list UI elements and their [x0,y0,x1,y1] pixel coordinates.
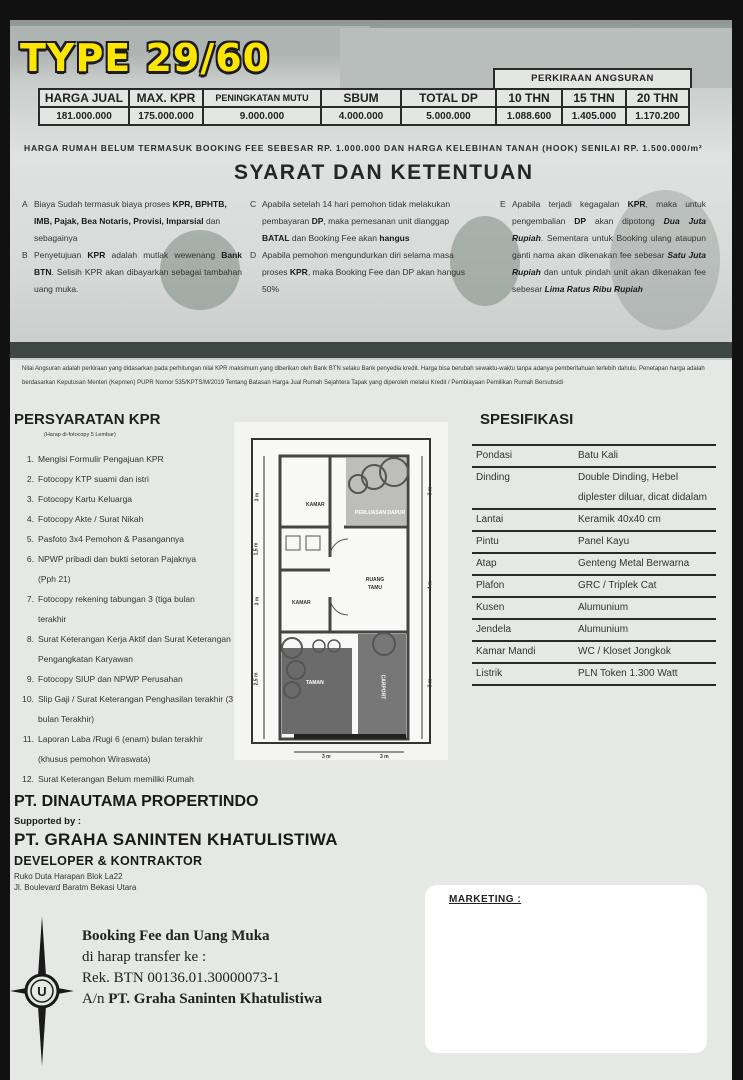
item-text: Penyetujuan [34,250,88,260]
item-number: 3. [26,494,34,504]
item-text: dan untuk pindah unit akan dikenakan fee sebesar [512,267,706,294]
item-letter: D [250,250,257,260]
address-line: Jl. Boulevard Baratm Bekasi Utara [14,883,137,892]
kpr-item [14,469,244,489]
spec-key: Kusen [472,597,576,619]
dim-left-3: 3 m [254,596,261,606]
kpr-item [14,629,232,669]
item-text: Apabila pemohon mengundurkan diri selama masa proses [262,250,454,277]
room-label-taman: TAMAN [306,680,324,686]
item-number: 12. [22,774,34,784]
col-harga-jual: HARGA JUAL [39,89,129,107]
col-max-kpr: MAX. KPR [129,89,203,107]
item-text: Apabila setelah 14 hari pemohon tidak melakukan pembayaran [262,199,451,226]
spec-key: Listrik [472,663,576,685]
syarat-item-c [250,196,472,247]
spec-key: Atap [472,553,576,575]
company-address [14,871,136,893]
spec-value: PLN Token 1.300 Watt [576,663,716,685]
item-letter: A [22,199,28,209]
item-text: Fotocopy Akte / Surat Nikah [38,514,144,524]
brochure-sheet [10,20,732,1080]
item-text: , maka pemesanan unit dianggap [323,216,450,226]
kpr-subtitle: (Harap di-fotocopy 5 Lembar) [44,432,116,438]
dim-right-1: 3 m [427,486,434,496]
spec-row [472,467,716,488]
dim-right-2: 4 m [427,580,434,590]
kpr-item [14,689,236,729]
address-line: Ruko Duta Harapan Blok La22 [14,872,123,881]
dim-right-3: 3 m [427,678,434,688]
syarat-item-e [500,196,706,298]
compass-logo-icon [10,916,74,1066]
item-bold: KPR, BPHTB, IMB, Pajak, Bea Notaris, Provisi, Imparsial [34,199,227,226]
item-bold: KPR [289,267,308,277]
col-peningkatan-mutu: PENINGKATAN MUTU [203,89,321,107]
spec-row [472,445,716,467]
marketing-label: MARKETING : [449,894,522,905]
spec-row [472,553,716,575]
val-10-thn: 1.088.600 [496,107,562,125]
spec-key: Kamar Mandi [472,641,576,663]
col-15-thn: 15 THN [562,89,626,107]
item-text: . Sementara untuk Booking ulang ataupun ganti nama akan dikenakan fee sebesar [512,233,706,260]
price-note: HARGA RUMAH BELUM TERMASUK BOOKING FEE SEBESAR RP. 1.000.000 DAN HARGA KELEBIHAN TANAH (HOOK) SENILAI RP. 1.500.000/m² [24,143,703,153]
kpr-item [14,729,218,769]
spec-title: SPESIFIKASI [480,411,574,428]
spec-table [472,444,716,686]
item-text: Fotocopy SIUP dan NPWP Perusahan [38,674,183,684]
disclaimer-text: Nilai Angsuran adalah perkiraan yang didasarkan pada perhitungan nilai KPR maksimum yang diberikan oleh Bank BTN selaku Bank penyedia kredit. Harga bisa berubah sewaktu-waktu tanpa adanya pemberitahuan terlebih dahulu. Penetapan harga adalah berdasarkan Keputusan Menteri (Kepmen) PUPR Nomor 535/KPTS/M/2019 Tentang Batasan Harga Jual Rumah Sejahtera Tapak yang diperoleh melalui Kredit / Pembiayaan Pemilikan Rumah Bersubsidi [22,366,705,386]
kpr-item [14,509,244,529]
spec-key: Dinding [472,467,576,488]
dim-left-2: 1,5 m [253,542,260,556]
type-title: TYPE 29/60 [20,36,271,80]
item-bold: Dua Juta Rupiah [512,216,706,243]
spec-row [472,531,716,553]
item-bold: hangus [379,233,410,243]
room-label-carport: CARPORT [379,674,386,700]
spec-value: Alumunium [576,597,716,619]
angsuran-header: PERKIRAAN ANGSURAN [493,68,692,88]
syarat-item-d [250,247,472,298]
syarat-column-e [500,196,706,298]
dim-left-4: 2,5 m [253,672,260,686]
item-text: NPWP pribadi dan bukti setoran Pajaknya (Pph 21) [38,554,197,584]
item-letter: E [500,199,506,209]
col-sbum: SBUM [321,89,401,107]
kpr-list [14,449,244,789]
spec-value: Keramik 40x40 cm [576,509,716,531]
item-number: 2. [26,474,34,484]
room-label-kamar-2: KAMAR [292,600,311,606]
booking-info [82,926,322,1010]
item-text: Slip Gaji / Surat Keterangan Penghasilan terakhir (3 bulan Terakhir) [38,694,234,724]
spec-value: Alumunium [576,619,716,641]
dim-bottom-right: 3 m [380,754,389,760]
spec-key: Pondasi [472,445,576,467]
kpr-item [14,449,244,469]
syarat-column-a [22,196,242,298]
item-bold: DP [311,216,324,226]
syarat-item-a [22,196,242,247]
val-20-thn: 1.170.200 [626,107,689,125]
spec-row-continued [472,488,716,509]
item-bold: Satu Juta Rupiah [512,250,706,277]
support-company-name: PT. GRAHA SANINTEN KHATULISTIWA [14,830,338,849]
floor-plan [234,422,448,760]
spec-value: Genteng Metal Berwarna [576,553,716,575]
spec-key: Pintu [472,531,576,553]
item-text: , maka untuk pengembalian [512,199,706,226]
item-number: 1. [26,454,34,464]
kpr-item [14,589,210,629]
item-text: Fotocopy rekening tabungan 3 (tiga bulan terakhir [38,594,195,624]
item-text: Biaya Sudah termasuk biaya proses [34,199,173,209]
item-text: Fotocopy KTP suami dan istri [38,474,149,484]
account-prefix: A/n [82,991,109,1007]
item-text: Surat Keterangan Belum memiliki Rumah [38,774,194,784]
floor-plan-drawing [234,422,448,760]
room-label-ruang-tamu: RUANG TAMU [365,577,385,591]
item-bold: Bank BTN [34,250,242,277]
room-label-kamar-1: KAMAR [306,502,325,508]
spec-value: Panel Kayu [576,531,716,553]
spec-row [472,597,716,619]
item-number: 11. [22,734,34,744]
val-sbum: 4.000.000 [321,107,401,125]
item-text: Apabila terjadi kegagalan [512,199,628,209]
spec-value: Batu Kali [576,445,716,467]
item-text: Mengisi Formulir Pengajuan KPR [38,454,164,464]
item-text: Pasfoto 3x4 Pemohon & Pasangannya [38,534,185,544]
item-text: dan sebagainya [34,216,221,243]
val-15-thn: 1.405.000 [562,107,626,125]
val-harga-jual: 181.000.000 [39,107,129,125]
syarat-column-c [250,196,472,298]
spec-key: Jendela [472,619,576,641]
kpr-item [14,769,254,789]
item-text: akan dipotong [586,216,664,226]
item-number: 5. [26,534,34,544]
kpr-item [14,529,244,549]
bank-account: Rek. BTN 00136.01.30000073-1 [82,970,280,986]
kpr-item [14,489,244,509]
item-number: 9. [26,674,34,684]
item-bold: KPR [87,250,106,260]
item-number: 7. [26,594,34,604]
spec-row [472,509,716,531]
item-text: dan Booking Fee akan [289,233,380,243]
val-max-kpr: 175.000.000 [129,107,203,125]
dim-bottom-left: 3 m [322,754,331,760]
dim-left-1: 3 m [254,492,261,502]
spec-value: Double Dinding, Hebel [576,467,716,488]
col-total-dp: TOTAL DP [401,89,496,107]
price-table [38,88,690,126]
item-number: 8. [26,634,34,644]
item-text: Laporan Laba /Rugi 6 (enam) bulan terakhir (khusus pemohon Wiraswata) [38,734,203,764]
company-name: PT. DINAUTAMA PROPERTINDO [14,793,259,810]
spec-value: diplester diluar, dicat didalam [578,492,707,503]
booking-line: di harap transfer ke : [82,949,207,965]
supported-by-label: Supported by : [14,816,82,827]
item-letter: C [250,199,257,209]
spec-row [472,641,716,663]
val-total-dp: 5.000.000 [401,107,496,125]
item-text: adalah mutlak wewenang [105,250,222,260]
booking-line: Booking Fee dan Uang Muka [82,928,270,944]
item-bold: KPR [627,199,646,209]
booking-line [82,989,322,1010]
spec-row [472,663,716,685]
spec-value: WC / Kloset Jongkok [576,641,716,663]
item-bold: BATAL [262,233,290,243]
price-header-row [39,89,689,107]
item-text: . Selisih KPR akan dibayarkan sebagai tambahan uang muka. [34,267,242,294]
account-holder: PT. Graha Saninten Khatulistiwa [108,991,323,1007]
syarat-item-b [22,247,242,298]
ground-strip [10,342,732,358]
room-label-dapur: PERLUASAN DAPUR [354,510,406,516]
item-number: 10. [22,694,34,704]
kpr-title: PERSYARATAN KPR [14,411,161,428]
spec-key: Plafon [472,575,576,597]
item-bold: DP [574,216,587,226]
spec-row [472,619,716,641]
val-peningkatan-mutu: 9.000.000 [203,107,321,125]
spec-row [472,575,716,597]
spec-key: Lantai [472,509,576,531]
item-number: 4. [26,514,34,524]
spec-value: GRC / Triplek Cat [576,575,716,597]
col-20-thn: 20 THN [626,89,689,107]
item-bold: Lima Ratus Ribu Rupiah [544,284,643,294]
item-text: Surat Keterangan Kerja Aktif dan Surat Keterangan Pengangkatan Karyawan [38,634,231,664]
company-role: DEVELOPER & KONTRAKTOR [14,854,203,868]
marketing-box [425,885,707,1053]
kpr-item [14,669,244,689]
price-value-row [39,107,689,125]
item-number: 6. [26,554,34,564]
item-letter: B [22,250,28,260]
item-text: , maka Booking Fee dan DP akan hangus 50% [262,267,466,294]
item-text: Fotocopy Kartu Keluarga [38,494,133,504]
syarat-title: SYARAT DAN KETENTUAN [234,161,534,184]
col-10-thn: 10 THN [496,89,562,107]
kpr-item [14,549,204,589]
logo-letter: U [37,984,47,999]
